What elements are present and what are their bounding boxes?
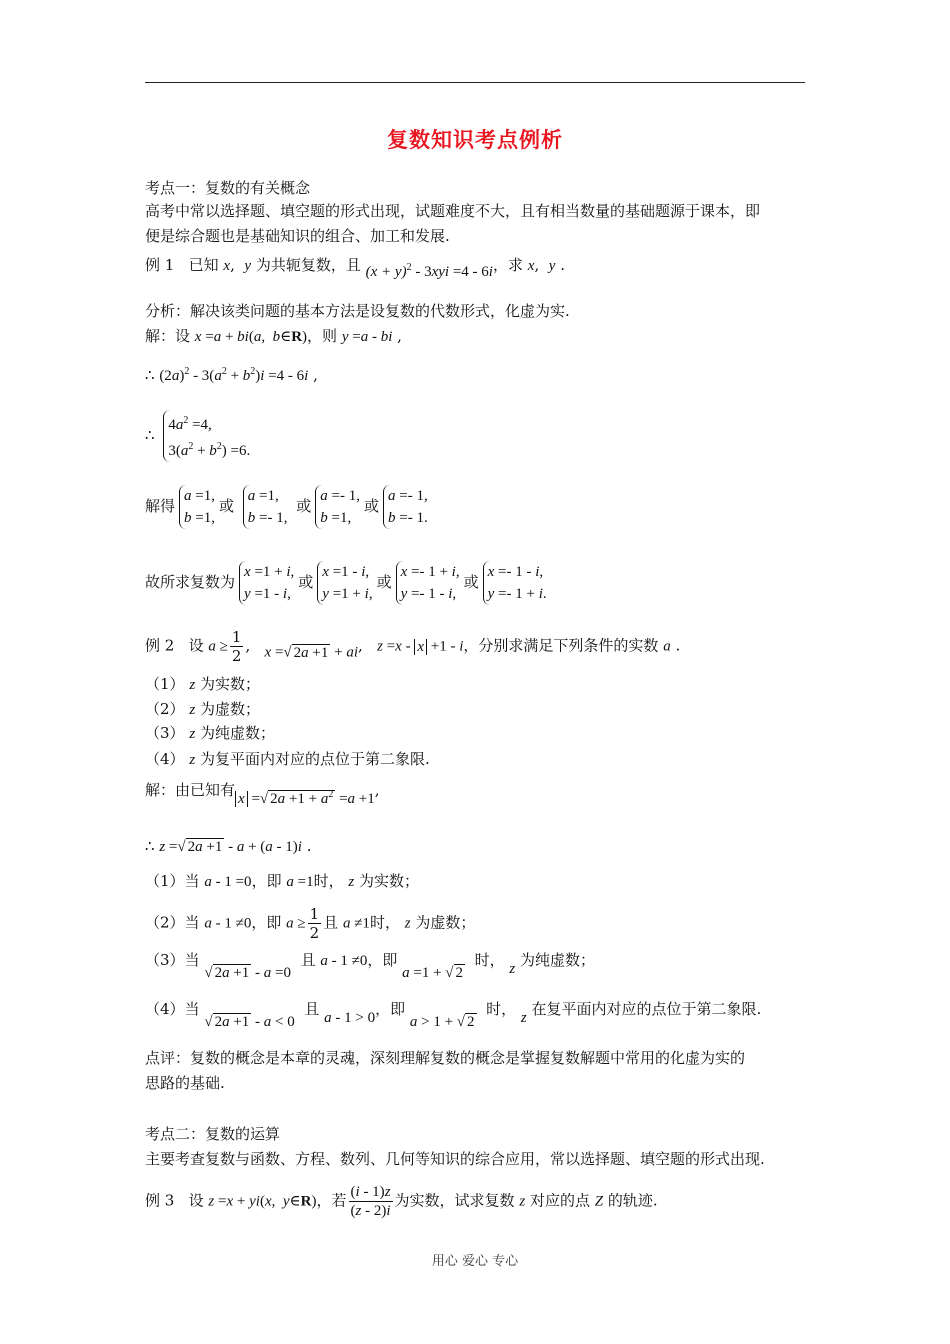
section1-intro-line2: 便是综合题也是基础知识的组合、加工和发展.: [145, 227, 450, 245]
ex2-q3: （3） z 为纯虚数；: [145, 724, 275, 742]
ex1-solution-setup: 解：设 x =a + bi(a, b∈R)，则 y =a - bi ,: [145, 327, 402, 345]
comment-line2: 思路的基础.: [145, 1074, 225, 1092]
ex2-z-expression: ∴ z =√ 2a +1 - a + (a - 1)i .: [145, 837, 312, 855]
example3-statement: 例 3 设 z =x + yi(x, y∈R)，若 $\frac{(i - 1)z}{(z - 2)i}$ 为实数，试求复数 z 对应的点 Z 的轨迹.: [145, 1184, 658, 1219]
page-footer: 用心 爱心 专心: [431, 1254, 519, 1269]
ex1-system: ∴ $4a^2 =4$, $3(a^2 + b^2) =6$.: [145, 410, 254, 462]
example3-label: 例 3: [145, 1191, 175, 1210]
example1-label: 例 1: [145, 256, 175, 274]
ex2-q2: （2） z 为虚数；: [145, 700, 260, 718]
comment-line1: 点评：复数的概念是本章的灵魂，深刻理解复数的概念是掌握复数解题中常用的化虚为实的: [145, 1049, 746, 1067]
example2-label: 例 2: [145, 636, 175, 655]
ex2-q1: （1） z 为实数；: [145, 675, 260, 693]
ex2-answer1: （1）当 a - 1 =0，即 a =1时， z 为实数；: [145, 872, 420, 890]
ex2-q4: （4） z 为复平面内对应的点位于第二象限.: [145, 750, 430, 768]
page-title: 复数知识考点例析: [387, 128, 563, 152]
example1-statement: 例 1 已知 x, y 为共轭复数，且 $(x + y)^2 - 3xyi =4 - 6i$，求 x, y .: [145, 256, 565, 280]
header-rule: [145, 82, 805, 83]
ex2-answer3: （3）当 √ 2a +1 - a =0 且 a - 1 ≠0，即 a =1 + √ 2 时， z 为纯虚数；: [145, 951, 596, 981]
ex2-answer4: （4）当 √ 2a +1 - a < 0 且 a - 1 > 0，即 a > 1 + √ 2 时， z 在复平面内对应的点位于第二象限.: [145, 1000, 762, 1030]
section2-heading: 考点二：复数的运算: [145, 1125, 281, 1143]
ex2-solution-modulus: 解：由已知有 x =√ $2a +1 + a^2 =a +1$,: [145, 781, 380, 807]
analysis-text: 分析：解决该类问题的基本方法是设复数的代数形式，化虚为实.: [145, 302, 570, 320]
ex1-final-answer: 故所求复数为 x =1 + i, y =1 - i, 或 x =1 - i, y =1 + i, 或 x =- 1 + i, y =- 1 - i, 或 x =- 1 - i, y =- 1 + i.: [145, 561, 551, 605]
section2-intro: 主要考查复数与函数、方程、数列、几何等知识的综合应用，常以选择题、填空题的形式出现.: [145, 1150, 765, 1168]
ex2-answer2: （2）当 a - 1 ≠0，即 a ≥ $\frac{1}{2}$ 且 a ≠1时， z 为虚数；: [145, 905, 476, 942]
example2-statement: 例 2 设 a ≥ $\frac{1}{2}$ , x =√ 2a +1 + ai, z =x - x +1 - i，分别求满足下列条件的实数 a .: [145, 628, 681, 665]
ex1-solutions-ab: 解得 a =1, b =1, 或 a =1, b =- 1, 或 a =- 1, b =1, 或 a =- 1, b =- 1.: [145, 485, 432, 529]
section1-heading: 考点一：复数的有关概念: [145, 179, 311, 197]
section1-intro-line1: 高考中常以选择题、填空题的形式出现，试题难度不大，且有相当数量的基础题源于课本，即: [145, 202, 761, 220]
ex1-equation: ∴ $(2a)^2 - 3(a^2 + b^2)i =4 - 6i$ ,: [145, 366, 318, 384]
